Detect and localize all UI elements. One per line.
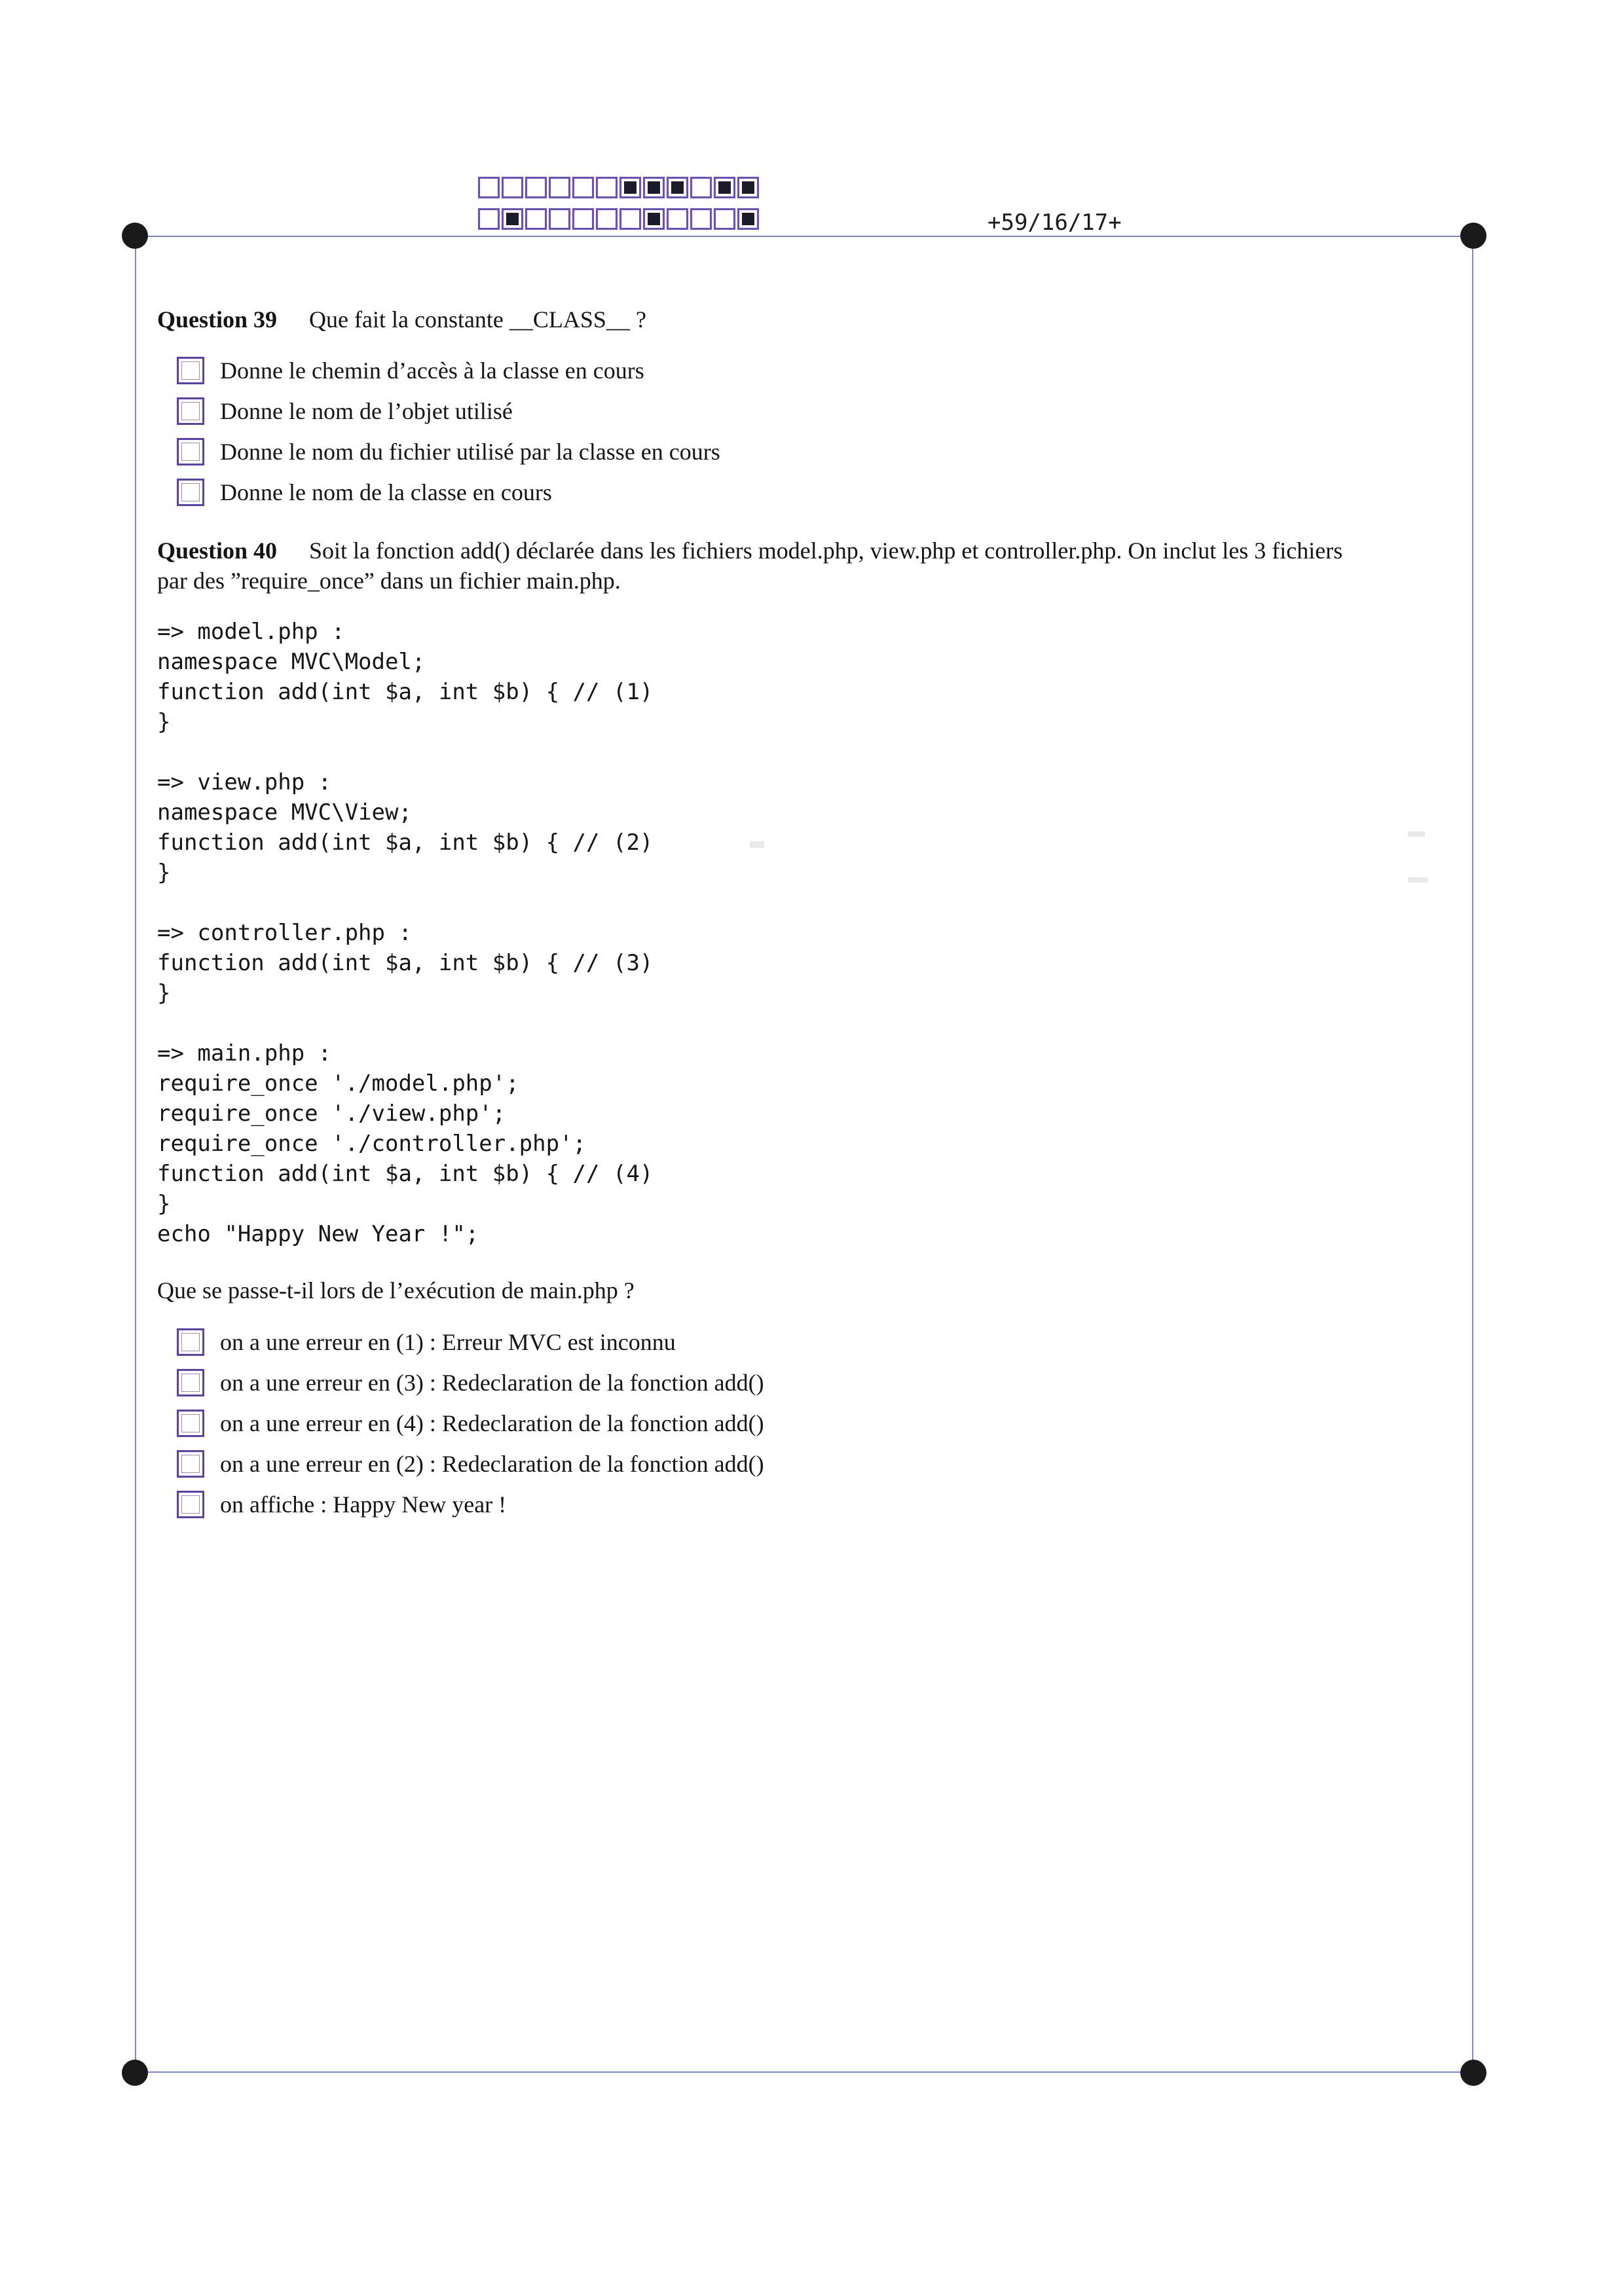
barcode-cell	[502, 177, 523, 198]
barcode-cell	[596, 177, 618, 198]
barcode-cell	[596, 208, 618, 230]
checkbox[interactable]	[177, 397, 204, 425]
code-line: function add(int $a, int $b) { // (1)	[157, 679, 654, 705]
q39-option-2[interactable]	[177, 395, 513, 427]
code-line: => main.php :	[157, 1040, 332, 1066]
option-label: on a une erreur en (2) : Redeclaration de la fonction add()	[220, 1451, 764, 1477]
code-line	[157, 1008, 653, 1038]
option-label: Donne le nom du fichier utilisé par la classe en cours	[220, 439, 720, 465]
corner-marker-bottom-right	[1460, 2060, 1486, 2086]
barcode-cell	[549, 177, 570, 198]
option-label: Donne le nom de la classe en cours	[220, 479, 552, 505]
q39-option-4[interactable]	[177, 477, 552, 508]
barcode-cell	[572, 177, 594, 198]
code-line: => view.php :	[157, 769, 332, 795]
question-40-text-line2: par des ”require_once” dans un fichier main.php.	[157, 568, 621, 594]
barcode-cell	[478, 177, 500, 198]
barcode-cell	[690, 177, 712, 198]
barcode-cell	[643, 208, 665, 230]
checkbox[interactable]	[177, 438, 204, 465]
code-line: }	[157, 860, 171, 886]
question-40-text-line1: Soit la fonction add() déclarée dans les fichiers model.php, view.php et controller.php. On inclut les 3 fichiers	[309, 538, 1343, 564]
code-line: function add(int $a, int $b) { // (4)	[157, 1161, 654, 1187]
code-line	[157, 888, 653, 918]
question-39-text: Que fait la constante __CLASS__ ?	[309, 306, 646, 333]
code-line: namespace MVC\Model;	[157, 649, 426, 675]
code-line: require_once './model.php';	[157, 1070, 519, 1097]
code-line: }	[157, 1191, 171, 1217]
option-label: Donne le nom de l’objet utilisé	[220, 398, 513, 424]
option-label: on a une erreur en (4) : Redeclaration de la fonction add()	[220, 1410, 764, 1436]
code-line: }	[157, 980, 171, 1006]
barcode-cell	[737, 177, 759, 198]
code-line: echo "Happy New Year !";	[157, 1221, 479, 1247]
barcode-row-bottom	[478, 208, 761, 230]
code-line: namespace MVC\View;	[157, 799, 412, 826]
code-block	[157, 617, 653, 1249]
barcode-cell	[549, 208, 570, 230]
option-label: on a une erreur en (1) : Erreur MVC est inconnu	[220, 1329, 676, 1355]
scan-speck	[750, 841, 764, 848]
question-40-prompt-text: Que se passe-t-il lors de l’exécution de main.php ?	[157, 1277, 635, 1303]
option-label: on a une erreur en (3) : Redeclaration de la fonction add()	[220, 1370, 764, 1396]
question-40-line2	[157, 566, 621, 596]
option-label: on affiche : Happy New year !	[220, 1491, 507, 1518]
barcode-cell	[502, 208, 523, 230]
scan-speck	[1408, 831, 1425, 837]
code-line: function add(int $a, int $b) { // (2)	[157, 829, 654, 856]
barcode-cell	[667, 208, 688, 230]
barcode-cell	[619, 177, 641, 198]
question-40-prompt	[157, 1275, 635, 1305]
checkbox[interactable]	[177, 357, 204, 384]
q39-option-1[interactable]	[177, 355, 644, 386]
code-line: function add(int $a, int $b) { // (3)	[157, 950, 654, 976]
checkbox[interactable]	[177, 1491, 204, 1518]
q40-option-1[interactable]	[177, 1326, 676, 1358]
barcode-cell	[667, 177, 688, 198]
barcode-cell	[690, 208, 712, 230]
code-line: require_once './controller.php';	[157, 1131, 587, 1157]
corner-marker-top-left	[122, 223, 148, 249]
code-line: => model.php :	[157, 619, 345, 645]
code-line	[157, 737, 653, 767]
barcode-cell	[525, 208, 547, 230]
q40-option-4[interactable]	[177, 1448, 764, 1480]
barcode-cell	[714, 177, 735, 198]
q39-option-3[interactable]	[177, 436, 720, 467]
code-line: }	[157, 709, 171, 735]
question-40-label: Question 40	[157, 538, 278, 564]
question-40	[157, 536, 1342, 566]
q40-option-3[interactable]	[177, 1408, 764, 1439]
question-39-label: Question 39	[157, 306, 278, 333]
checkbox[interactable]	[177, 1369, 204, 1396]
checkbox[interactable]	[177, 479, 204, 506]
option-label: Donne le chemin d’accès à la classe en cours	[220, 357, 644, 384]
barcode-cell	[619, 208, 641, 230]
barcode-cell	[643, 177, 665, 198]
q40-option-2[interactable]	[177, 1367, 764, 1398]
barcode-cell	[737, 208, 759, 230]
checkbox[interactable]	[177, 1450, 204, 1478]
barcode-row-top	[478, 177, 761, 198]
checkbox[interactable]	[177, 1410, 204, 1437]
barcode-cell	[478, 208, 500, 230]
code-line: require_once './view.php';	[157, 1101, 506, 1127]
scan-speck	[1408, 877, 1428, 883]
barcode-cell	[572, 208, 594, 230]
q40-option-5[interactable]	[177, 1489, 506, 1520]
sheet-code: +59/16/17+	[987, 210, 1122, 236]
corner-marker-bottom-left	[122, 2060, 148, 2086]
question-39	[157, 304, 646, 335]
barcode-cell	[714, 208, 735, 230]
corner-marker-top-right	[1460, 223, 1486, 249]
barcode-cell	[525, 177, 547, 198]
code-line: => controller.php :	[157, 920, 412, 946]
checkbox[interactable]	[177, 1328, 204, 1356]
